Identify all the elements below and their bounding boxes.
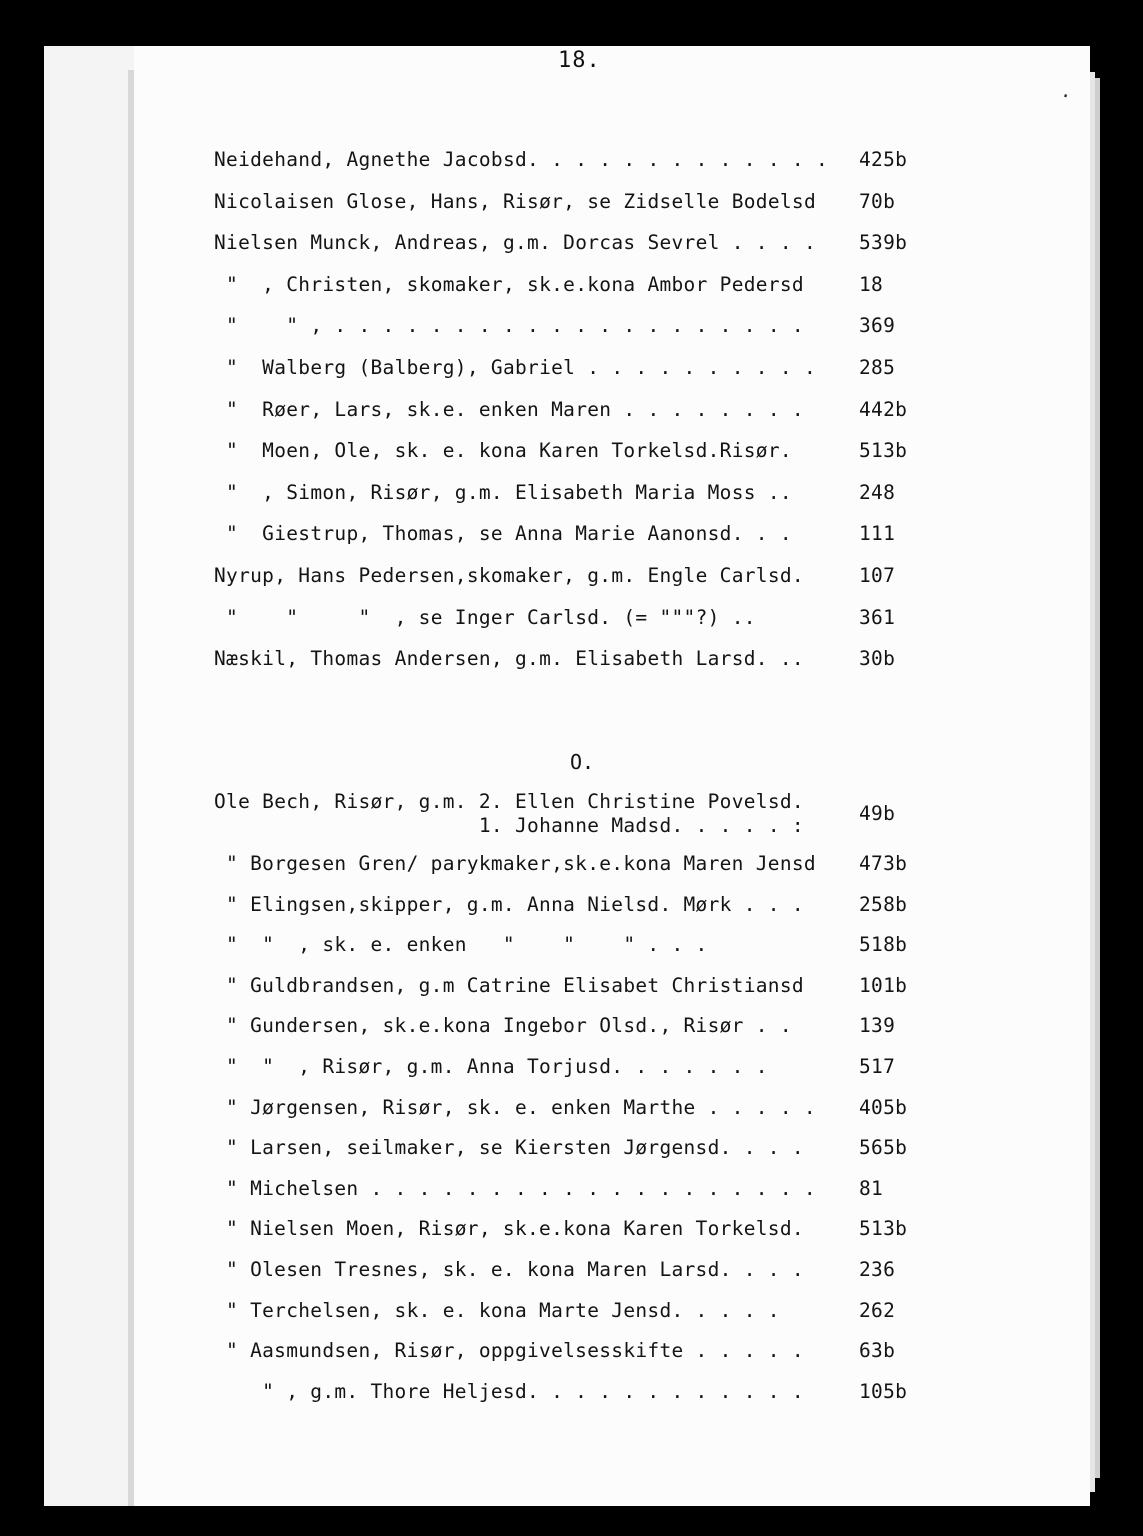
entry-page-ref: 70b [859,189,896,213]
entry-page-ref: 18 [859,272,884,296]
entry-text: " Terchelsen, sk. e. kona Marte Jensd. . . . . [226,1298,780,1322]
entry-text: " Gundersen, sk.e.kona Ingebor Olsd., Risør . . [226,1014,792,1038]
page-number: 18. [558,48,601,73]
index-entry [226,1217,926,1243]
entry-page-ref: 63b [859,1339,896,1363]
entry-text: " " , sk. e. enken " " " . . . [226,933,708,957]
index-entry [214,398,914,424]
page-fold-line [128,70,134,1506]
entry-page-ref: 361 [859,605,896,629]
index-entry [226,893,926,919]
entry-page-ref: 258b [859,892,908,916]
entry-page-ref: 442b [859,397,908,421]
entry-page-ref: 425b [859,148,908,171]
entry-text: " Giestrup, Thomas, se Anna Marie Aanonsd. . . [214,522,792,546]
entry-text: " Olesen Tresnes, sk. e. kona Maren Larsd. . . . [226,1258,804,1281]
index-entry [226,1339,926,1365]
entry-page-ref: 248 [859,480,896,504]
index-entry [214,190,914,216]
section-heading-o: O. [570,750,595,774]
entry-page-ref: 101b [859,973,908,997]
index-entry [226,1380,926,1406]
entry-page-ref: 517 [859,1055,896,1078]
entry-page-ref: 107 [859,564,896,587]
entry-page-ref: 139 [859,1014,896,1038]
entry-text: " , Christen, skomaker, sk.e.kona Ambor Pedersd [214,272,804,296]
entry-text: " Elingsen,skipper, g.m. Anna Nielsd. Mørk . . . [226,892,804,916]
index-entry [226,974,926,1000]
entry-page-ref: 105b [859,1379,908,1403]
index-entry [226,1299,926,1325]
entry-text: Nielsen Munck, Andreas, g.m. Dorcas Sevrel . . . . [214,231,816,255]
entry-page-ref: 81 [859,1176,884,1200]
entry-ole-bech [214,790,914,840]
entry-text: " Jørgensen, Risør, sk. e. enken Marthe . . . . . [226,1095,816,1119]
entry-text: " Røer, Lars, sk.e. enken Maren . . . . . . . . [214,397,804,421]
entry-text: " Walberg (Balberg), Gabriel . . . . . . . . . . [214,356,816,379]
index-entry [214,273,914,299]
entry-page-ref: 369 [859,314,896,338]
index-entry [226,1096,926,1122]
entry-text: " Larsen, seilmaker, se Kiersten Jørgensd. . . . [226,1136,804,1160]
entry-text: " Moen, Ole, sk. e. kona Karen Torkelsd.Risør. [214,439,792,463]
entry-text: Nyrup, Hans Pedersen,skomaker, g.m. Engle Carlsd. [214,564,804,587]
index-entry [226,1177,926,1203]
index-entry [214,314,914,340]
entry-text: " Nielsen Moen, Risør, sk.e.kona Karen Torkelsd. [226,1217,804,1241]
index-entry [214,522,914,548]
entry-page-ref: 30b [859,647,896,671]
entry-text: Neidehand, Agnethe Jacobsd. . . . . . . . . . . . . [214,148,829,171]
entry-page-ref: 539b [859,231,908,255]
entry-text: " Michelsen . . . . . . . . . . . . . . . . . . . [226,1176,816,1200]
index-entry [214,564,914,590]
index-entry [214,606,914,632]
entry-page-ref: 473b [859,852,908,875]
page-margin-strip [44,46,134,1506]
entry-page-ref: 236 [859,1258,896,1281]
entry-page-ref: 49b [859,802,896,825]
document-page [44,46,1090,1506]
entry-text: " Guldbrandsen, g.m Catrine Elisabet Christiansd [226,973,804,997]
entry-text: Næskil, Thomas Andersen, g.m. Elisabeth Larsd. .. [214,647,804,671]
entry-page-ref: 518b [859,933,908,957]
entry-text: Nicolaisen Glose, Hans, Risør, se Zidselle Bodelsd [214,189,816,213]
entry-text: " , g.m. Thore Heljesd. . . . . . . . . . . . [226,1379,804,1403]
index-entry [214,439,914,465]
entry-line: 1. Johanne Madsd. . . . . : [214,814,804,837]
entry-page-ref: 513b [859,1217,908,1241]
index-entry [214,647,914,673]
entry-page-ref: 405b [859,1095,908,1119]
index-entry [226,1055,926,1081]
entry-line: Ole Bech, Risør, g.m. 2. Ellen Christine Povelsd. [214,790,804,813]
index-entry [214,356,914,382]
entry-text: " Borgesen Gren/ parykmaker,sk.e.kona Maren Jensd [226,852,816,875]
index-entry [226,1014,926,1040]
entry-text: " Aasmundsen, Risør, oppgivelsesskifte . . . . . [226,1339,804,1363]
index-entry [214,231,914,257]
entry-text: " " , . . . . . . . . . . . . . . . . . . . . [214,314,804,338]
page-edge [1095,78,1100,1478]
index-entry [226,1136,926,1162]
index-entry [214,148,914,174]
entry-page-ref: 111 [859,522,896,546]
entry-text: " " , Risør, g.m. Anna Torjusd. . . . . . . [226,1055,768,1078]
entry-page-ref: 285 [859,356,896,379]
index-entry [226,852,926,878]
entry-page-ref: 565b [859,1136,908,1160]
entry-page-ref: 513b [859,439,908,463]
entry-text: " " " , se Inger Carlsd. (= """?) .. [214,605,756,629]
entry-text: " , Simon, Risør, g.m. Elisabeth Maria Moss .. [214,480,792,504]
entry-page-ref: 262 [859,1298,896,1322]
index-entry [214,481,914,507]
corner-mark: · [1057,84,1074,109]
index-entry [226,933,926,959]
index-entry [226,1258,926,1284]
